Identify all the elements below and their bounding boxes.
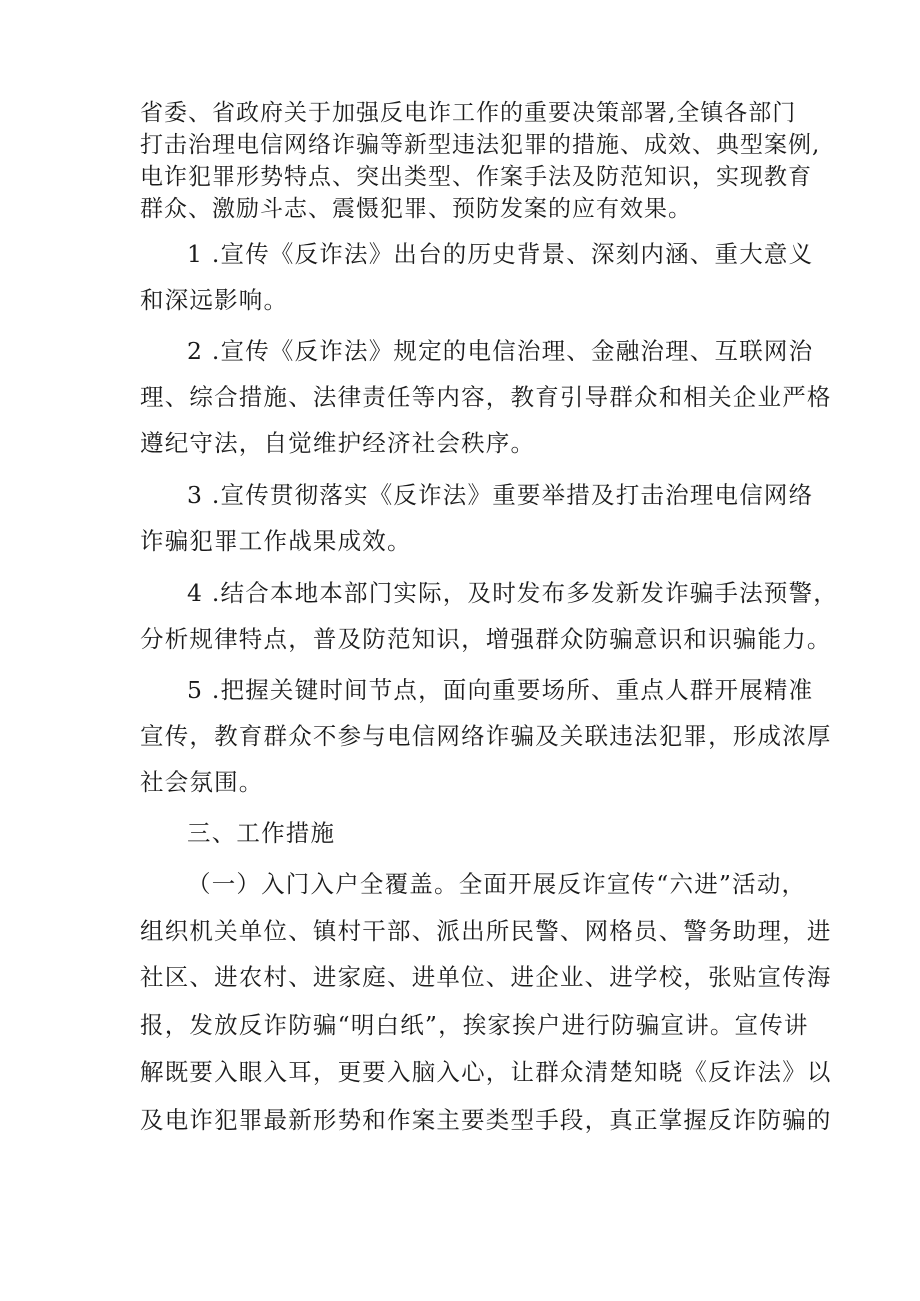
- intro-line-1: 省委、省政府关于加强反电诈工作的重要决策部署,全镇各部门: [140, 100, 797, 126]
- measure1-line-2: 组织机关单位、镇村干部、派出所民警、网格员、警务助理，进: [140, 917, 832, 945]
- item1-line-1: 1 .宣传《反诈法》出台的历史背景、深刻内涵、重大意义: [187, 240, 814, 268]
- intro-line-2: 打击治理电信网络诈骗等新型违法犯罪的措施、成效、典型案例,: [140, 132, 821, 158]
- item4-line-1: 4 .结合本地本部门实际，及时发布多发新发诈骗手法预警，: [187, 579, 838, 607]
- item4-line-2: 分析规律特点，普及防范知识，增强群众防骗意识和识骗能力。: [140, 625, 832, 653]
- measure1-line-4: 报，发放反诈防骗“明白纸”，挨家挨户进行防骗宣讲。宣传讲: [140, 1011, 809, 1039]
- intro-line-3: 电诈犯罪形势特点、突出类型、作案手法及防范知识，实现教育: [140, 164, 812, 190]
- measure1-line-3: 社区、进农村、进家庭、进单位、进企业、进学校，张贴宣传海: [140, 963, 832, 991]
- section3-heading: 三、工作措施: [187, 819, 336, 847]
- item2-line-3: 遵纪守法，自觉维护经济社会秩序。: [140, 429, 536, 457]
- item2-line-2: 理、综合措施、法律责任等内容，教育引导群众和相关企业严格: [140, 383, 832, 411]
- item5-line-1: 5 .把握关键时间节点，面向重要场所、重点人群开展精准: [187, 676, 814, 704]
- measure1-line-6: 及电诈犯罪最新形势和作案主要类型手段，真正掌握反诈防骗的: [140, 1106, 832, 1134]
- item5-line-2: 宣传，教育群众不参与电信网络诈骗及关联违法犯罪，形成浓厚: [140, 722, 832, 750]
- item3-line-2: 诈骗犯罪工作战果成效。: [140, 527, 412, 555]
- measure1-line-1: （一）入门入户全覆盖。全面开展反诈宣传“六进”活动，: [187, 870, 807, 898]
- item3-line-1: 3 .宣传贯彻落实《反诈法》重要举措及打击治理电信网络: [187, 481, 814, 509]
- item1-line-2: 和深远影响。: [140, 286, 289, 314]
- item2-line-1: 2 .宣传《反诈法》规定的电信治理、金融治理、互联网治: [187, 337, 814, 365]
- item5-line-3: 社会氛围。: [140, 768, 264, 796]
- measure1-line-5: 解既要入眼入耳，更要入脑入心，让群众清楚知晓《反诈法》以: [140, 1058, 832, 1086]
- intro-line-4: 群众、激励斗志、震慑犯罪、预防发案的应有效果。: [140, 196, 692, 222]
